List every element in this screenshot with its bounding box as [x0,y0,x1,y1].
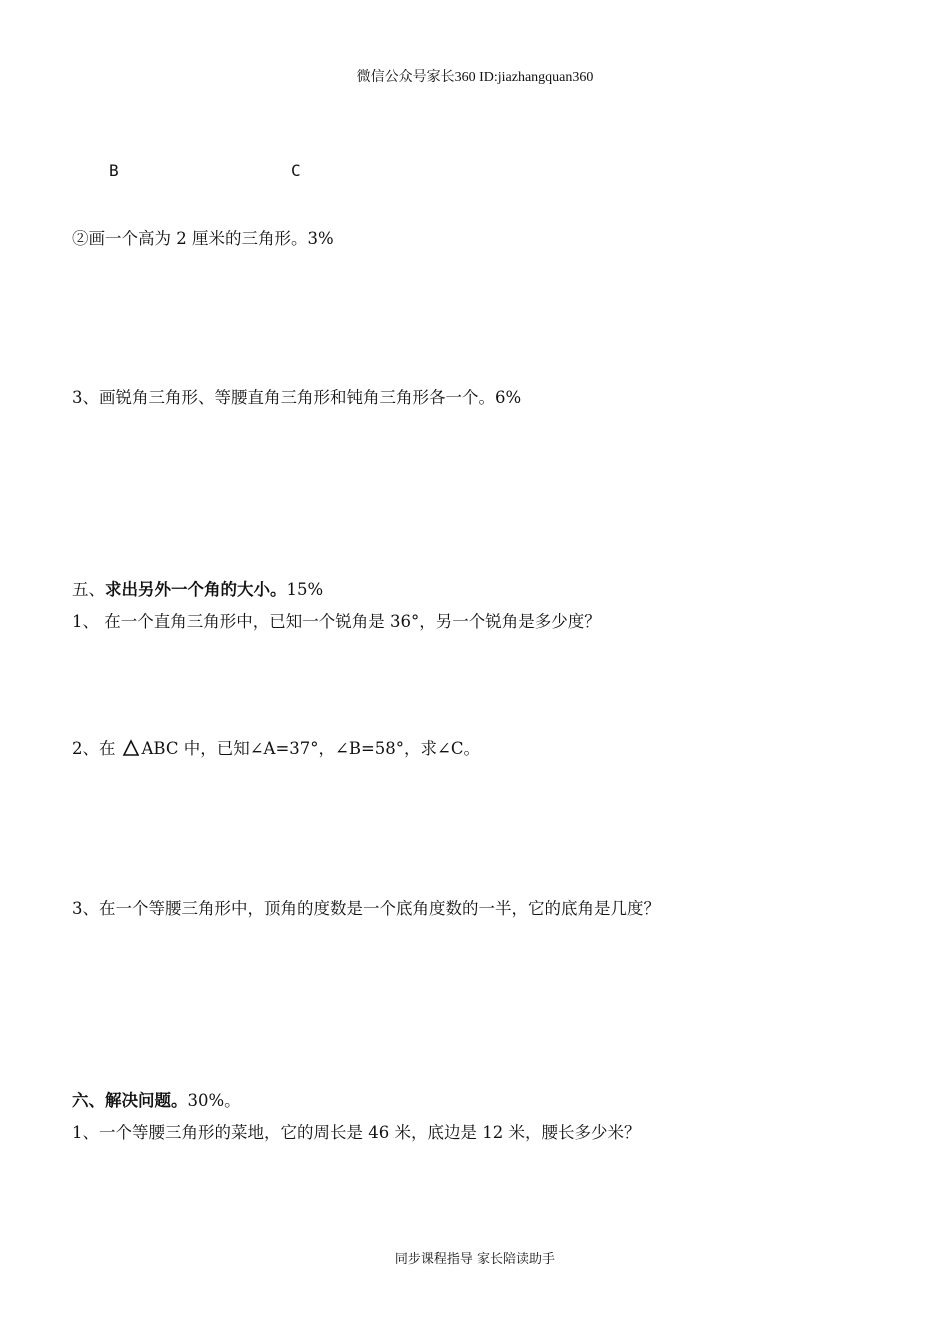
triangle-symbol-icon [122,739,140,761]
question-4-2: ②画一个高为 2 厘米的三角形。3% [72,229,334,248]
section-5-score: 15% [286,580,324,599]
section-5-heading [72,576,323,600]
question-5-3: 3、在一个等腰三角形中，顶角的度数是一个底角度数的一半，它的底角是几度？ [72,899,660,918]
point-label-c: C [291,161,301,180]
question-6-1: 1、一个等腰三角形的菜地，它的周长是 46 米，底边是 12 米，腰长多少米？ [72,1123,641,1142]
page-footer: 同步课程指导 家长陪读助手 [394,1252,556,1267]
question-5-2 [72,735,480,761]
question-4-3: 3、画锐角三角形、等腰直角三角形和钝角三角形各一个。6% [72,388,522,407]
question-5-1: 1、 在一个直角三角形中，已知一个锐角是 36°，另一个锐角是多少度？ [72,612,601,631]
section-6-score: 30%。 [187,1091,241,1110]
point-label-b: B [109,161,119,180]
section-5-title: 求出另外一个角的大小。 [105,580,287,599]
section-6-title: 六、解决问题。 [72,1091,188,1110]
page-header: 微信公众号家长360 ID:jiazhangquan360 [356,70,594,85]
section-6-heading [72,1087,241,1111]
section-5-prefix: 五、 [72,580,105,599]
question-5-2-after: ABC 中，已知∠A=37°，∠B=58°，求∠C。 [141,739,480,758]
question-5-2-before: 2、在 [72,739,116,758]
